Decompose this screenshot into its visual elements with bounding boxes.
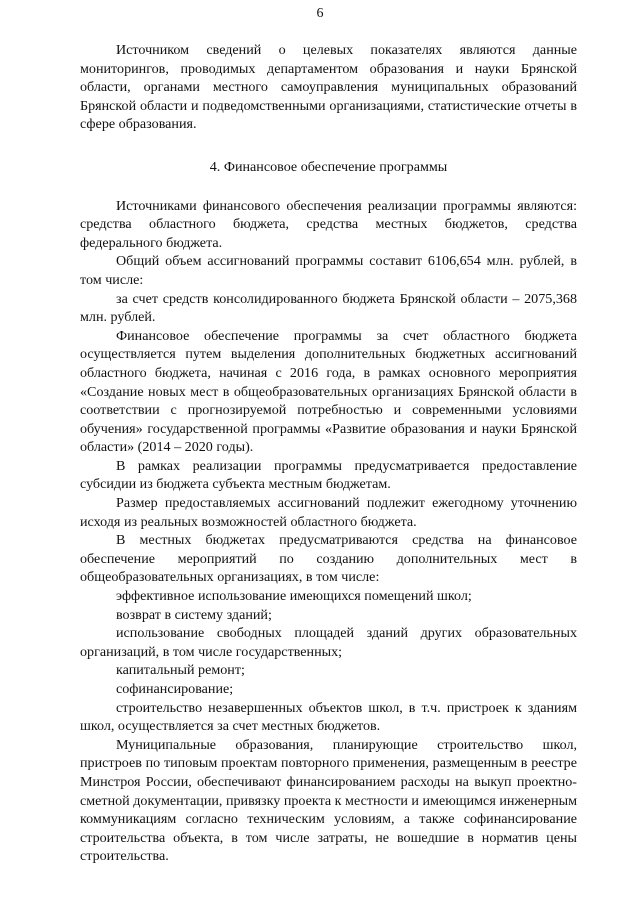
list-item: эффективное использование имеющихся помещений школ;: [116, 588, 472, 605]
list-item: возврат в систему зданий;: [116, 606, 272, 623]
paragraph: Финансовое обеспечение программы за счет областного бюджета осуществляется путем выделения дополнительных бюджетных ассигнований областного бюджета, начиная с 2016 года, в рамках основного мероприятия «Создание новых мест в общеобразовательных организациях Брянской области в соответствии с прогнозируемой потребностью и современными условиями обучения» государственной программы «Развитие образования и науки Брянской области» (2014 – 2020 годы).: [80, 327, 577, 456]
paragraph: Источниками финансового обеспечения реализации программы являются: средства областного бюджета, средства местных бюджетов, средства федерального бюджета.: [80, 197, 577, 251]
paragraph: В местных бюджетах предусматриваются средства на финансовое обеспечение мероприятий по созданию дополнительных мест в общеобразовательных организациях, в том числе:: [80, 532, 577, 586]
list-item: использование свободных площадей зданий других образовательных организаций, в том числе государственных;: [80, 625, 577, 660]
paragraph: за счет средств консолидированного бюджета Брянской области – 2075,368 млн. рублей.: [80, 290, 577, 326]
page-number: 6: [316, 6, 324, 21]
list-item: капитальный ремонт;: [116, 662, 245, 679]
paragraph: В рамках реализации программы предусматривается предоставление субсидии из бюджета субъекта местным бюджетам.: [80, 457, 577, 493]
paragraph: Общий объем ассигнований программы составит 6106,654 млн. рублей, в том числе:: [80, 253, 577, 288]
list-item: софинансирование;: [116, 681, 234, 697]
list-item: строительство незавершенных объектов школ, в т.ч. пристроек к зданиям школ, осуществляется за счет местных бюджетов.: [80, 699, 577, 735]
paragraph: Муниципальные образования, планирующие строительство школ, пристроев по типовым проектам повторного применения, размещенным в реестре Минстроя России, обеспечивают финансированием расходы на выкуп проектно-сметной документации, привязку проекта к местности и имеющимся инженерным коммуникациям согласно техническим условиям, а также софинансирование строительства объекта, в том числе затраты, не вошедшие в норматив цены строительства.: [80, 736, 577, 865]
section-heading: 4. Финансовое обеспечение программы: [209, 158, 448, 175]
intro-paragraph: Источником сведений о целевых показателях являются данные мониторингов, проводимых департаментом образования и науки Брянской области, органами местного самоуправления муниципальных образований Брянской области и подведомственными организациями, статистические отчеты в сфере образования.: [80, 42, 577, 133]
paragraph: Размер предоставляемых ассигнований подлежит ежегодному уточнению исходя из реальных возможностей областного бюджета.: [80, 495, 577, 530]
document-body: [80, 41, 577, 866]
